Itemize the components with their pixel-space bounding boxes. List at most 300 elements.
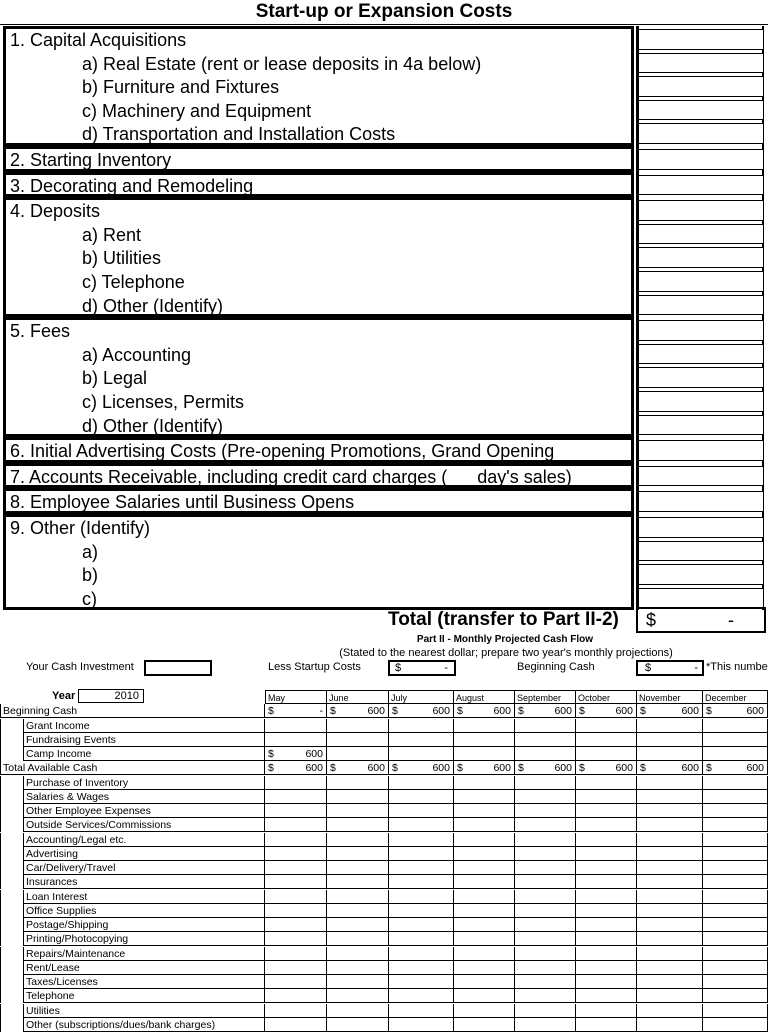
month-value-cell[interactable] (454, 747, 515, 761)
part2-title: Part II - Monthly Projected Cash Flow (416, 634, 594, 645)
month-value-cell[interactable] (389, 918, 454, 932)
month-value-cell[interactable] (454, 890, 515, 904)
month-value-cell[interactable] (454, 790, 515, 804)
month-value-cell[interactable] (327, 733, 389, 747)
month-value-cell[interactable] (389, 890, 454, 904)
indent-gutter (1, 875, 24, 889)
month-header: September (515, 690, 576, 704)
month-value-cell[interactable] (327, 833, 389, 847)
month-value-cell[interactable] (454, 904, 515, 918)
month-value-cell[interactable] (703, 975, 768, 989)
month-value-cell[interactable] (515, 847, 576, 861)
month-value-cell[interactable] (703, 1018, 768, 1032)
month-value-cell[interactable] (576, 904, 637, 918)
indent-gutter (1, 733, 24, 747)
month-value-cell[interactable] (637, 932, 703, 946)
month-value-cell[interactable] (703, 847, 768, 861)
month-value-cell[interactable] (637, 961, 703, 975)
month-value-cell[interactable] (703, 804, 768, 818)
cost-value-input[interactable] (638, 175, 764, 196)
cost-value-input[interactable] (638, 564, 764, 585)
month-value-cell[interactable] (389, 961, 454, 975)
month-value-cell[interactable] (265, 776, 327, 790)
cost-value-input[interactable] (638, 76, 764, 97)
month-value-cell[interactable] (703, 1004, 768, 1018)
currency-symbol: $ (330, 762, 336, 775)
month-value-cell[interactable] (265, 947, 327, 961)
table-row (0, 761, 768, 775)
month-value-cell[interactable] (576, 804, 637, 818)
month-value-cell[interactable] (265, 790, 327, 804)
month-value-cell[interactable] (327, 975, 389, 989)
month-value-cell[interactable] (515, 961, 576, 975)
month-value-cell[interactable] (265, 747, 327, 761)
row-label-cell (0, 776, 265, 790)
month-header: May (265, 690, 327, 704)
month-value-cell[interactable] (515, 833, 576, 847)
month-value-cell[interactable] (389, 704, 454, 718)
month-value-cell[interactable] (576, 776, 637, 790)
month-value-cell[interactable] (637, 947, 703, 961)
cost-value-input[interactable] (638, 415, 764, 436)
month-value-cell[interactable] (454, 875, 515, 889)
month-value: 600 (746, 705, 764, 718)
cost-value-input[interactable] (638, 517, 764, 538)
month-value-cell[interactable] (576, 875, 637, 889)
month-value-cell[interactable] (703, 747, 768, 761)
row-label-cell (0, 861, 265, 875)
month-value-cell[interactable] (637, 875, 703, 889)
cost-item-label: d) Transportation and Installation Costs (82, 124, 396, 145)
month-value-cell[interactable] (327, 861, 389, 875)
month-value-cell[interactable] (389, 761, 454, 775)
month-value-cell[interactable] (327, 847, 389, 861)
month-value-cell[interactable] (576, 890, 637, 904)
table-row (0, 861, 768, 875)
month-value-cell[interactable] (515, 719, 576, 733)
cost-value-input[interactable] (638, 200, 764, 221)
month-value-cell[interactable] (576, 847, 637, 861)
table-row (0, 804, 768, 818)
row-label: Total Available Cash (3, 762, 98, 775)
month-value-cell[interactable] (637, 1004, 703, 1018)
month-value-cell[interactable] (389, 747, 454, 761)
month-value-cell[interactable] (637, 719, 703, 733)
row-label-cell (0, 1004, 265, 1018)
month-value-cell[interactable] (515, 1004, 576, 1018)
row-label: Outside Services/Commissions (26, 819, 172, 832)
month-value-cell[interactable] (327, 1004, 389, 1018)
month-value-cell[interactable] (576, 961, 637, 975)
month-value-cell[interactable] (265, 961, 327, 975)
month-value-cell[interactable] (515, 761, 576, 775)
month-value-cell[interactable] (454, 1004, 515, 1018)
row-label: Camp Income (26, 748, 92, 760)
month-value-cell[interactable] (703, 861, 768, 875)
month-value-cell[interactable] (515, 818, 576, 832)
cost-section (3, 197, 634, 317)
month-value-cell[interactable] (265, 804, 327, 818)
currency-symbol: $ (579, 705, 585, 718)
month-value-cell[interactable] (703, 790, 768, 804)
month-value-cell[interactable] (327, 818, 389, 832)
month-value-cell[interactable] (515, 904, 576, 918)
cost-value-input[interactable] (638, 440, 764, 461)
cost-value-input[interactable] (638, 588, 764, 609)
cost-value-input[interactable] (638, 149, 764, 170)
row-label: Insurances (26, 876, 78, 889)
month-value-cell[interactable] (576, 818, 637, 832)
month-value-cell[interactable] (389, 733, 454, 747)
month-value-cell[interactable] (389, 847, 454, 861)
month-value-cell[interactable] (637, 847, 703, 861)
month-header: July (389, 690, 454, 704)
table-row (0, 875, 768, 889)
month-value-cell[interactable] (703, 890, 768, 904)
row-label: Loan Interest (26, 890, 88, 903)
row-label: Rent/Lease (26, 961, 80, 974)
month-value-cell[interactable] (576, 704, 637, 718)
cost-value-input[interactable] (638, 100, 764, 121)
month-value-cell[interactable] (576, 989, 637, 1003)
row-label-cell (0, 947, 265, 961)
month-value-cell[interactable] (515, 989, 576, 1003)
month-value-cell[interactable] (327, 790, 389, 804)
cost-item-label: c) Machinery and Equipment (82, 100, 312, 121)
month-value-cell[interactable] (265, 1004, 327, 1018)
month-value-cell[interactable] (637, 861, 703, 875)
month-value-cell[interactable] (265, 890, 327, 904)
month-value-cell[interactable] (703, 961, 768, 975)
cost-value-input[interactable] (638, 123, 764, 144)
month-value-cell[interactable] (389, 875, 454, 889)
month-value-cell[interactable] (454, 719, 515, 733)
month-value-cell[interactable] (327, 932, 389, 946)
month-header: October (576, 690, 637, 704)
table-row (0, 704, 768, 718)
month-value-cell[interactable] (454, 947, 515, 961)
month-value-cell[interactable] (576, 861, 637, 875)
month-value-cell[interactable] (265, 975, 327, 989)
cost-value-input[interactable] (638, 271, 764, 292)
month-value-cell[interactable] (265, 833, 327, 847)
month-value-cell[interactable] (454, 932, 515, 946)
row-label: Office Supplies (26, 904, 97, 917)
month-value-cell[interactable] (327, 918, 389, 932)
less-startup-currency: $ (395, 662, 402, 674)
month-value-cell[interactable] (703, 733, 768, 747)
month-value: 600 (615, 705, 633, 718)
month-value-cell[interactable] (454, 989, 515, 1003)
month-value-cell[interactable] (327, 989, 389, 1003)
month-value-cell[interactable] (265, 733, 327, 747)
month-value-cell[interactable] (637, 904, 703, 918)
month-value-cell[interactable] (637, 975, 703, 989)
month-value-cell[interactable] (576, 947, 637, 961)
cost-section (3, 437, 634, 463)
month-value-cell[interactable] (515, 932, 576, 946)
cost-value-input[interactable] (638, 391, 764, 412)
row-label: Telephone (26, 990, 75, 1003)
month-value-cell[interactable] (576, 1004, 637, 1018)
month-value-cell[interactable] (576, 1018, 637, 1032)
month-value-cell[interactable] (454, 847, 515, 861)
month-value-cell[interactable] (265, 932, 327, 946)
month-value-cell[interactable] (703, 704, 768, 718)
cost-item-label: a) Accounting (82, 344, 192, 365)
month-value-cell[interactable] (454, 733, 515, 747)
month-value-cell[interactable] (389, 975, 454, 989)
month-value-cell[interactable] (703, 904, 768, 918)
year-input[interactable]: 2010 (78, 689, 144, 703)
month-value-cell[interactable] (515, 975, 576, 989)
month-value-cell[interactable] (389, 932, 454, 946)
month-value-cell[interactable] (515, 747, 576, 761)
month-value-cell[interactable] (454, 1018, 515, 1032)
month-header: November (637, 690, 703, 704)
currency-symbol: $ (268, 762, 274, 775)
month-value-cell[interactable] (389, 790, 454, 804)
row-label-cell (0, 790, 265, 804)
month-value-cell[interactable] (265, 704, 327, 718)
month-value-cell[interactable] (576, 747, 637, 761)
indent-gutter (1, 861, 24, 875)
total-value: - (728, 610, 734, 630)
row-label-cell (0, 918, 265, 932)
month-value-cell[interactable] (454, 961, 515, 975)
row-label: Printing/Photocopying (26, 933, 129, 946)
less-startup-box[interactable] (388, 660, 456, 676)
indent-gutter (1, 1018, 24, 1032)
month-value-cell[interactable] (454, 818, 515, 832)
month-value-cell[interactable] (327, 704, 389, 718)
row-label-cell (0, 818, 265, 832)
month-value-cell[interactable] (265, 861, 327, 875)
month-value-cell[interactable] (389, 804, 454, 818)
month-value: 600 (746, 762, 764, 775)
month-value: 600 (681, 762, 699, 775)
month-value-cell[interactable] (576, 761, 637, 775)
table-row (0, 918, 768, 932)
month-value-cell[interactable] (265, 918, 327, 932)
month-value-cell[interactable] (637, 1018, 703, 1032)
month-value-cell[interactable] (327, 776, 389, 790)
month-value-cell[interactable] (515, 890, 576, 904)
table-row (0, 961, 768, 975)
cost-section-label: 2. Starting Inventory (10, 150, 172, 170)
month-value-cell[interactable] (389, 1004, 454, 1018)
row-label-cell (0, 932, 265, 946)
cost-value-input[interactable] (638, 224, 764, 245)
month-value-cell[interactable] (637, 747, 703, 761)
month-value-cell[interactable] (265, 989, 327, 1003)
cost-section-label: 1. Capital Acquisitions (10, 30, 187, 50)
month-value-cell[interactable] (454, 704, 515, 718)
month-value-cell[interactable] (576, 932, 637, 946)
indent-gutter (1, 975, 24, 989)
month-value-cell[interactable] (327, 804, 389, 818)
cost-value-input[interactable] (638, 491, 764, 512)
month-value-cell[interactable] (389, 1018, 454, 1032)
month-value-cell[interactable] (389, 833, 454, 847)
month-value-cell[interactable] (454, 776, 515, 790)
month-value-cell[interactable] (576, 719, 637, 733)
cost-item-label: b) Utilities (82, 248, 162, 269)
month-value: 600 (367, 705, 385, 718)
cash-investment-input[interactable] (144, 660, 212, 676)
row-label-cell (0, 904, 265, 918)
month-value-cell[interactable] (576, 975, 637, 989)
month-value-cell[interactable] (515, 861, 576, 875)
month-value-cell[interactable] (265, 761, 327, 775)
month-value-cell[interactable] (389, 904, 454, 918)
currency-symbol: $ (330, 705, 336, 718)
table-row (0, 733, 768, 747)
month-value-cell[interactable] (327, 1018, 389, 1032)
cost-section (3, 463, 634, 489)
cost-value-input[interactable] (638, 541, 764, 562)
month-value-cell[interactable] (327, 761, 389, 775)
month-value-cell[interactable] (576, 833, 637, 847)
month-value-cell[interactable] (515, 947, 576, 961)
month-value-cell[interactable] (327, 961, 389, 975)
month-value-cell[interactable] (327, 890, 389, 904)
month-value-cell[interactable] (515, 918, 576, 932)
month-value-cell[interactable] (576, 918, 637, 932)
month-value-cell[interactable] (703, 776, 768, 790)
month-value-cell[interactable] (389, 719, 454, 733)
month-value-cell[interactable] (515, 776, 576, 790)
month-value-cell[interactable] (576, 790, 637, 804)
indent-gutter (1, 918, 24, 932)
cost-item-label: d) Other (Identify) (82, 295, 224, 316)
month-value-cell[interactable] (576, 733, 637, 747)
month-value-cell[interactable] (515, 1018, 576, 1032)
month-value-cell[interactable] (703, 818, 768, 832)
month-value-cell[interactable] (265, 1018, 327, 1032)
month-value: 600 (305, 762, 323, 775)
row-label-cell (0, 704, 265, 718)
total-value-box[interactable] (636, 607, 766, 633)
indent-gutter (1, 719, 24, 733)
month-value-cell[interactable] (327, 747, 389, 761)
row-label-cell (0, 890, 265, 904)
month-value-cell[interactable] (637, 776, 703, 790)
row-label-cell (0, 747, 265, 761)
currency-symbol: $ (640, 762, 646, 775)
cost-value-input[interactable] (638, 295, 764, 316)
month-value-cell[interactable] (515, 790, 576, 804)
table-row (0, 904, 768, 918)
indent-gutter (1, 804, 24, 818)
month-value-cell[interactable] (454, 761, 515, 775)
month-value-cell[interactable] (637, 761, 703, 775)
month-value-cell[interactable] (703, 932, 768, 946)
year-label: Year (52, 690, 76, 702)
month-value: 600 (681, 705, 699, 718)
month-value-cell[interactable] (637, 833, 703, 847)
month-value-cell[interactable] (454, 918, 515, 932)
indent-gutter (1, 989, 24, 1003)
cost-value-input[interactable] (638, 247, 764, 268)
month-value-cell[interactable] (703, 719, 768, 733)
cost-value-input[interactable] (638, 29, 764, 50)
month-value-cell[interactable] (637, 790, 703, 804)
month-value-cell[interactable] (389, 818, 454, 832)
month-value-cell[interactable] (265, 719, 327, 733)
cost-value-input[interactable] (638, 466, 764, 487)
month-value: 600 (432, 762, 450, 775)
month-value-cell[interactable] (637, 918, 703, 932)
month-value-cell[interactable] (265, 875, 327, 889)
month-value-cell[interactable] (454, 804, 515, 818)
month-value-cell[interactable] (703, 875, 768, 889)
cost-value-input[interactable] (638, 320, 764, 341)
row-label: Accounting/Legal etc. (26, 833, 127, 846)
part2-subtitle: (Stated to the nearest dollar; prepare two year's monthly projections) (339, 647, 673, 659)
month-value-cell[interactable] (454, 833, 515, 847)
month-value-cell[interactable] (515, 804, 576, 818)
beginning-cash-label: Beginning Cash (517, 661, 595, 673)
month-value-cell[interactable] (389, 989, 454, 1003)
cost-section (3, 172, 634, 198)
month-value-cell[interactable] (265, 847, 327, 861)
cost-section (3, 317, 634, 437)
month-value-cell[interactable] (637, 704, 703, 718)
beginning-cash-value: - (694, 662, 698, 674)
row-label: Other Employee Expenses (26, 805, 151, 817)
note-text: *This numbe (706, 661, 768, 673)
month-value-cell[interactable] (637, 804, 703, 818)
month-value-cell[interactable] (703, 947, 768, 961)
month-value-cell[interactable] (454, 861, 515, 875)
table-row (0, 1018, 768, 1032)
indent-gutter (1, 790, 24, 804)
cost-value-input[interactable] (638, 344, 764, 365)
month-value-cell[interactable] (389, 861, 454, 875)
row-label-cell (0, 875, 265, 889)
cost-value-input[interactable] (638, 367, 764, 388)
beginning-cash-box[interactable] (636, 660, 704, 676)
month-value-cell[interactable] (703, 989, 768, 1003)
month-value-cell[interactable] (454, 975, 515, 989)
month-value-cell[interactable] (265, 904, 327, 918)
month-value-cell[interactable] (389, 947, 454, 961)
month-value-cell[interactable] (327, 719, 389, 733)
cost-item-label: c) Telephone (82, 271, 185, 292)
month-value-cell[interactable] (637, 989, 703, 1003)
month-value-cell[interactable] (637, 733, 703, 747)
month-value-cell[interactable] (327, 947, 389, 961)
row-label: Fundraising Events (26, 733, 116, 746)
table-row (0, 989, 768, 1003)
month-value-cell[interactable] (389, 776, 454, 790)
page-title: Start-up or Expansion Costs (0, 0, 768, 25)
month-value-cell[interactable] (637, 818, 703, 832)
month-value-cell[interactable] (703, 761, 768, 775)
month-value-cell[interactable] (265, 818, 327, 832)
cost-value-input[interactable] (638, 53, 764, 74)
month-value: 600 (432, 705, 450, 718)
month-value-cell[interactable] (703, 833, 768, 847)
month-value-cell[interactable] (515, 733, 576, 747)
month-value-cell[interactable] (327, 875, 389, 889)
month-value-cell[interactable] (637, 890, 703, 904)
month-value-cell[interactable] (327, 904, 389, 918)
month-value-cell[interactable] (515, 704, 576, 718)
month-value-cell[interactable] (515, 875, 576, 889)
month-value-cell[interactable] (703, 918, 768, 932)
